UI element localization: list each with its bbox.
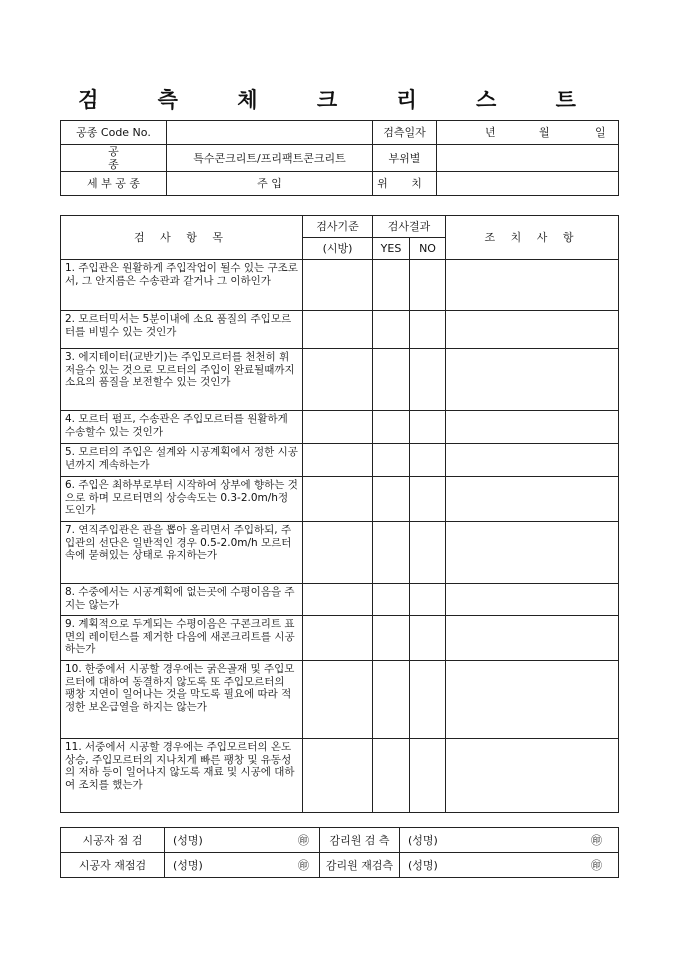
yes-cell[interactable] [373, 739, 410, 813]
sign-label: (성명) [408, 858, 438, 872]
standard-cell[interactable] [303, 260, 373, 311]
part-label: 부위별 [373, 145, 437, 172]
yes-cell[interactable] [373, 349, 410, 411]
action-cell[interactable] [446, 584, 619, 616]
check-item-3: 3. 에지테이터(교반기)는 주입모르터를 천천히 휘저을수 있는 것으로 모르터의 주입이 완료될때까지 소요의 품질을 보전할수 있는 것인가 [61, 349, 303, 411]
work-type-label: 공 종 [61, 145, 167, 172]
no-cell[interactable] [410, 616, 446, 661]
sign-label: (성명) [173, 858, 203, 872]
table-row [61, 661, 619, 739]
sign-label: (성명) [173, 833, 203, 847]
action-cell[interactable] [446, 739, 619, 813]
standard-cell[interactable] [303, 584, 373, 616]
sign-label: (성명) [408, 833, 438, 847]
col-header-result: 검사결과 [373, 216, 446, 238]
yes-cell[interactable] [373, 444, 410, 477]
month-unit: 월 [539, 126, 550, 139]
contractor-inspect-sign[interactable] [165, 828, 320, 853]
no-cell[interactable] [410, 349, 446, 411]
yes-cell[interactable] [373, 661, 410, 739]
action-cell[interactable] [446, 260, 619, 311]
work-type-value[interactable]: 특수콘크리트/프리팩트콘크리트 [167, 145, 373, 172]
table-row [61, 522, 619, 584]
location-value[interactable] [437, 172, 619, 196]
table-row [61, 616, 619, 661]
check-item-7: 7. 연직주입관은 관을 뽑아 올리면서 주입하되, 주입관의 선단은 일반적인 경우 0.5-2.0m/h 모르터속에 묻혀있는 상태로 유지하는가 [61, 522, 303, 584]
col-header-standard-bottom: (시방) [303, 238, 373, 260]
check-item-8: 8. 수중에서는 시공계획에 없는곳에 수평이음을 주지는 않는가 [61, 584, 303, 616]
detail-work-label: 세 부 공 종 [61, 172, 167, 196]
action-cell[interactable] [446, 349, 619, 411]
no-cell[interactable] [410, 444, 446, 477]
yes-cell[interactable] [373, 616, 410, 661]
standard-cell[interactable] [303, 616, 373, 661]
seal-icon: ㊞ [298, 858, 309, 872]
yes-cell[interactable] [373, 477, 410, 522]
check-item-9: 9. 계획적으로 두게되는 수평이음은 구콘크리트 표면의 레이턴스를 제거한 다음에 새콘크리트를 시공하는가 [61, 616, 303, 661]
check-item-6: 6. 주입은 최하부로부터 시작하여 상부에 향하는 것으로 하며 모르터면의 상승속도는 0.3-2.0m/h정도인가 [61, 477, 303, 522]
supervisor-inspect-label: 감리원 검 측 [320, 828, 400, 853]
contractor-reinspect-label: 시공자 재점검 [61, 853, 165, 878]
no-cell[interactable] [410, 584, 446, 616]
col-header-standard-top: 검사기준 [303, 216, 373, 238]
action-cell[interactable] [446, 661, 619, 739]
standard-cell[interactable] [303, 444, 373, 477]
location-label: 위 치 [373, 172, 437, 196]
standard-cell[interactable] [303, 661, 373, 739]
no-cell[interactable] [410, 477, 446, 522]
header-table [60, 120, 619, 196]
yes-cell[interactable] [373, 311, 410, 349]
supervisor-reinspect-sign[interactable] [400, 853, 619, 878]
table-row [61, 444, 619, 477]
supervisor-inspect-sign[interactable] [400, 828, 619, 853]
table-row [61, 411, 619, 444]
check-item-1: 1. 주입관은 원활하게 주입작업이 될수 있는 구조로서, 그 안지름은 수송관과 같거나 그 이하인가 [61, 260, 303, 311]
contractor-inspect-label: 시공자 점 검 [61, 828, 165, 853]
col-header-no: NO [410, 238, 446, 260]
contractor-reinspect-sign[interactable] [165, 853, 320, 878]
yes-cell[interactable] [373, 411, 410, 444]
checklist-table [60, 215, 619, 813]
work-type-code-value[interactable] [167, 121, 373, 145]
supervisor-reinspect-label: 감리원 재검측 [320, 853, 400, 878]
seal-icon: ㊞ [298, 833, 309, 847]
table-row [61, 349, 619, 411]
work-type-code-label: 공종 Code No. [61, 121, 167, 145]
yes-cell[interactable] [373, 260, 410, 311]
year-unit: 년 [485, 126, 496, 139]
signature-table [60, 827, 619, 878]
standard-cell[interactable] [303, 522, 373, 584]
standard-cell[interactable] [303, 349, 373, 411]
standard-cell[interactable] [303, 477, 373, 522]
no-cell[interactable] [410, 260, 446, 311]
check-item-11: 11. 서중에서 시공할 경우에는 주입모르터의 온도 상승, 주입모르터의 지나치게 빠른 팽창 및 유동성의 저하 등이 일어나지 않도록 재료 및 시공에 대하여 조치를 했는가 [61, 739, 303, 813]
yes-cell[interactable] [373, 584, 410, 616]
check-item-2: 2. 모르터믹서는 5분이내에 소요 품질의 주입모르터를 비빌수 있는 것인가 [61, 311, 303, 349]
seal-icon: ㊞ [591, 833, 602, 847]
action-cell[interactable] [446, 522, 619, 584]
no-cell[interactable] [410, 411, 446, 444]
seal-icon: ㊞ [591, 858, 602, 872]
standard-cell[interactable] [303, 411, 373, 444]
action-cell[interactable] [446, 311, 619, 349]
table-row [61, 739, 619, 813]
table-row [61, 477, 619, 522]
check-item-5: 5. 모르터의 주입은 설계와 시공계획에서 정한 시공년까지 계속하는가 [61, 444, 303, 477]
document-title: 검 측 체 크 리 스 트 [78, 87, 602, 112]
no-cell[interactable] [410, 311, 446, 349]
detail-work-value[interactable]: 주 입 [167, 172, 373, 196]
day-unit: 일 [595, 126, 606, 139]
yes-cell[interactable] [373, 522, 410, 584]
action-cell[interactable] [446, 411, 619, 444]
no-cell[interactable] [410, 522, 446, 584]
action-cell[interactable] [446, 477, 619, 522]
standard-cell[interactable] [303, 739, 373, 813]
check-item-4: 4. 모르터 펌프, 수송관은 주입모르터를 원활하게 수송할수 있는 것인가 [61, 411, 303, 444]
part-value[interactable] [437, 145, 619, 172]
check-item-10: 10. 한중에서 시공할 경우에는 굵은골재 및 주입모르터에 대하여 동결하지 않도록 또 주입모르터의 팽창 지연이 일어나는 것을 막도록 필요에 따라 적정한 보온급열을 하지는 않는가 [61, 661, 303, 739]
inspection-date-label: 검측일자 [373, 121, 437, 145]
table-row [61, 260, 619, 311]
inspection-date-value[interactable] [437, 121, 619, 145]
no-cell[interactable] [410, 661, 446, 739]
action-cell[interactable] [446, 444, 619, 477]
table-row [61, 311, 619, 349]
standard-cell[interactable] [303, 311, 373, 349]
table-row [61, 584, 619, 616]
action-cell[interactable] [446, 616, 619, 661]
col-header-action: 조 치 사 항 [446, 216, 619, 260]
col-header-yes: YES [373, 238, 410, 260]
col-header-items: 검 사 항 목 [61, 216, 303, 260]
no-cell[interactable] [410, 739, 446, 813]
